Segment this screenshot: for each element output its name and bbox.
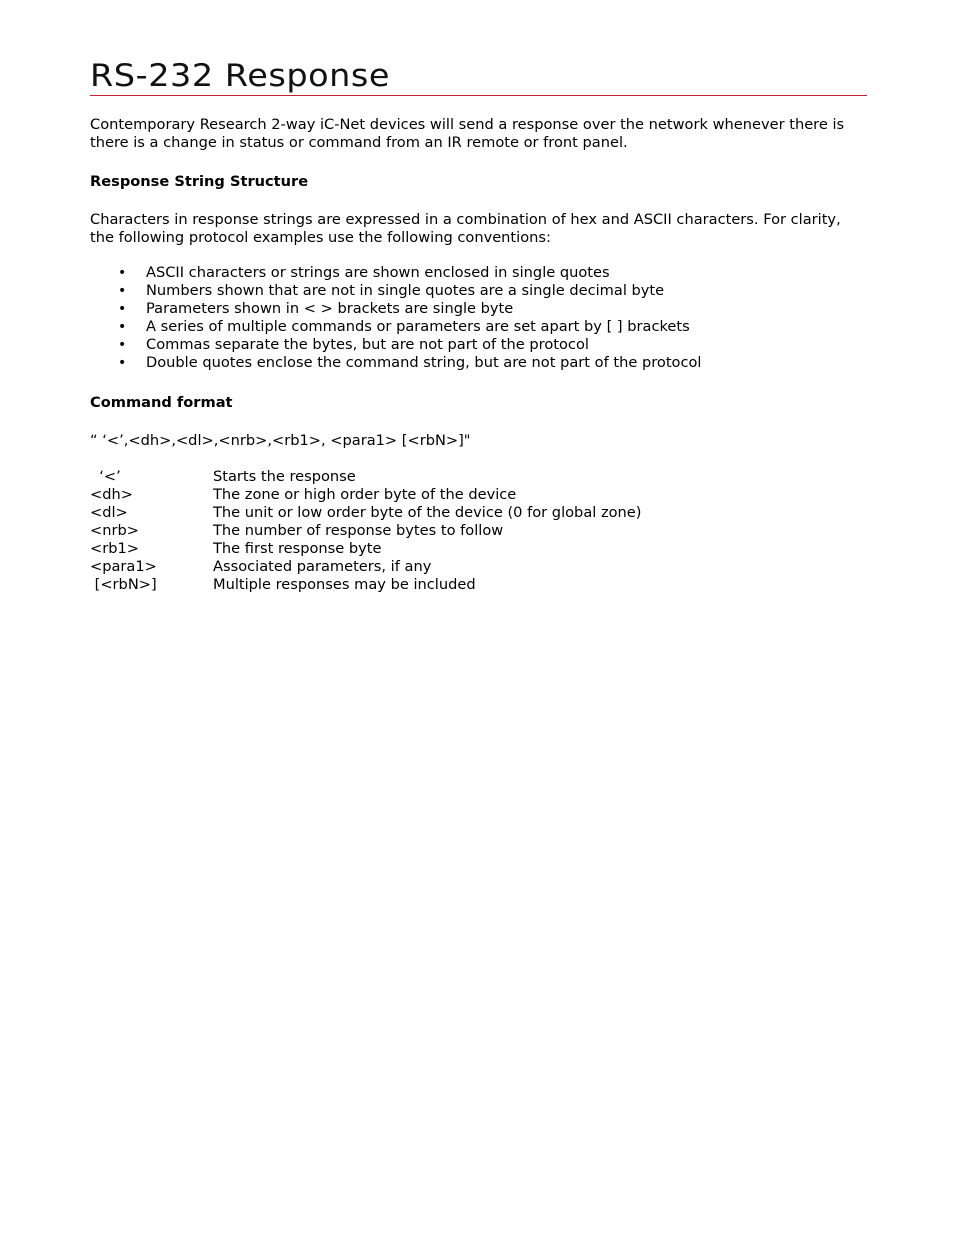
definition-term: <rb1> bbox=[90, 540, 140, 557]
document-page bbox=[90, 56, 867, 594]
definition-desc: The unit or low order byte of the device (0 for global zone) bbox=[213, 504, 642, 521]
section-heading-response-structure: Response String Structure bbox=[90, 173, 309, 190]
list-item: • Double quotes enclose the command string, but are not part of the protocol bbox=[146, 354, 867, 372]
list-item: • A series of multiple commands or parameters are set apart by [ ] brackets bbox=[146, 318, 867, 336]
page-title: RS-232 Response bbox=[90, 58, 391, 94]
definition-term: <dl> bbox=[90, 504, 128, 521]
definition-term: [<rbN>] bbox=[90, 576, 157, 593]
definition-row bbox=[90, 504, 867, 522]
conventions-paragraph: Characters in response strings are expressed in a combination of hex and ASCII characters. For clarity, the following protocol examples use the following conventions: bbox=[90, 211, 841, 246]
list-item: • Commas separate the bytes, but are not part of the protocol bbox=[146, 336, 867, 354]
definition-desc: The first response byte bbox=[213, 540, 382, 557]
section-heading-command-format: Command format bbox=[90, 394, 233, 411]
list-item: • ASCII characters or strings are shown enclosed in single quotes bbox=[146, 264, 867, 282]
definition-row bbox=[90, 468, 867, 486]
list-item: • Parameters shown in < > brackets are single byte bbox=[146, 300, 867, 318]
conventions-list bbox=[90, 264, 867, 372]
command-string: “ ‘<’,<dh>,<dl>,<nrb>,<rb1>, <para1> [<rbN>]" bbox=[90, 432, 471, 449]
definition-term: <nrb> bbox=[90, 522, 139, 539]
definition-desc: The zone or high order byte of the device bbox=[213, 486, 517, 503]
definition-row bbox=[90, 486, 867, 504]
definition-term: <dh> bbox=[90, 486, 133, 503]
definition-term: <para1> bbox=[90, 558, 157, 575]
definition-list bbox=[90, 468, 867, 594]
definition-desc: The number of response bytes to follow bbox=[213, 522, 504, 539]
definition-desc: Starts the response bbox=[213, 468, 356, 485]
list-item: • Numbers shown that are not in single quotes are a single decimal byte bbox=[146, 282, 867, 300]
definition-row bbox=[90, 558, 867, 576]
definition-desc: Associated parameters, if any bbox=[213, 558, 432, 575]
definition-row bbox=[90, 522, 867, 540]
definition-desc: Multiple responses may be included bbox=[213, 576, 476, 593]
definition-row bbox=[90, 540, 867, 558]
definition-row bbox=[90, 576, 867, 594]
intro-paragraph: Contemporary Research 2-way iC-Net devices will send a response over the network whenever there is there is a change in status or command from an IR remote or front panel. bbox=[90, 116, 845, 151]
definition-term: ‘<’ bbox=[90, 468, 121, 485]
